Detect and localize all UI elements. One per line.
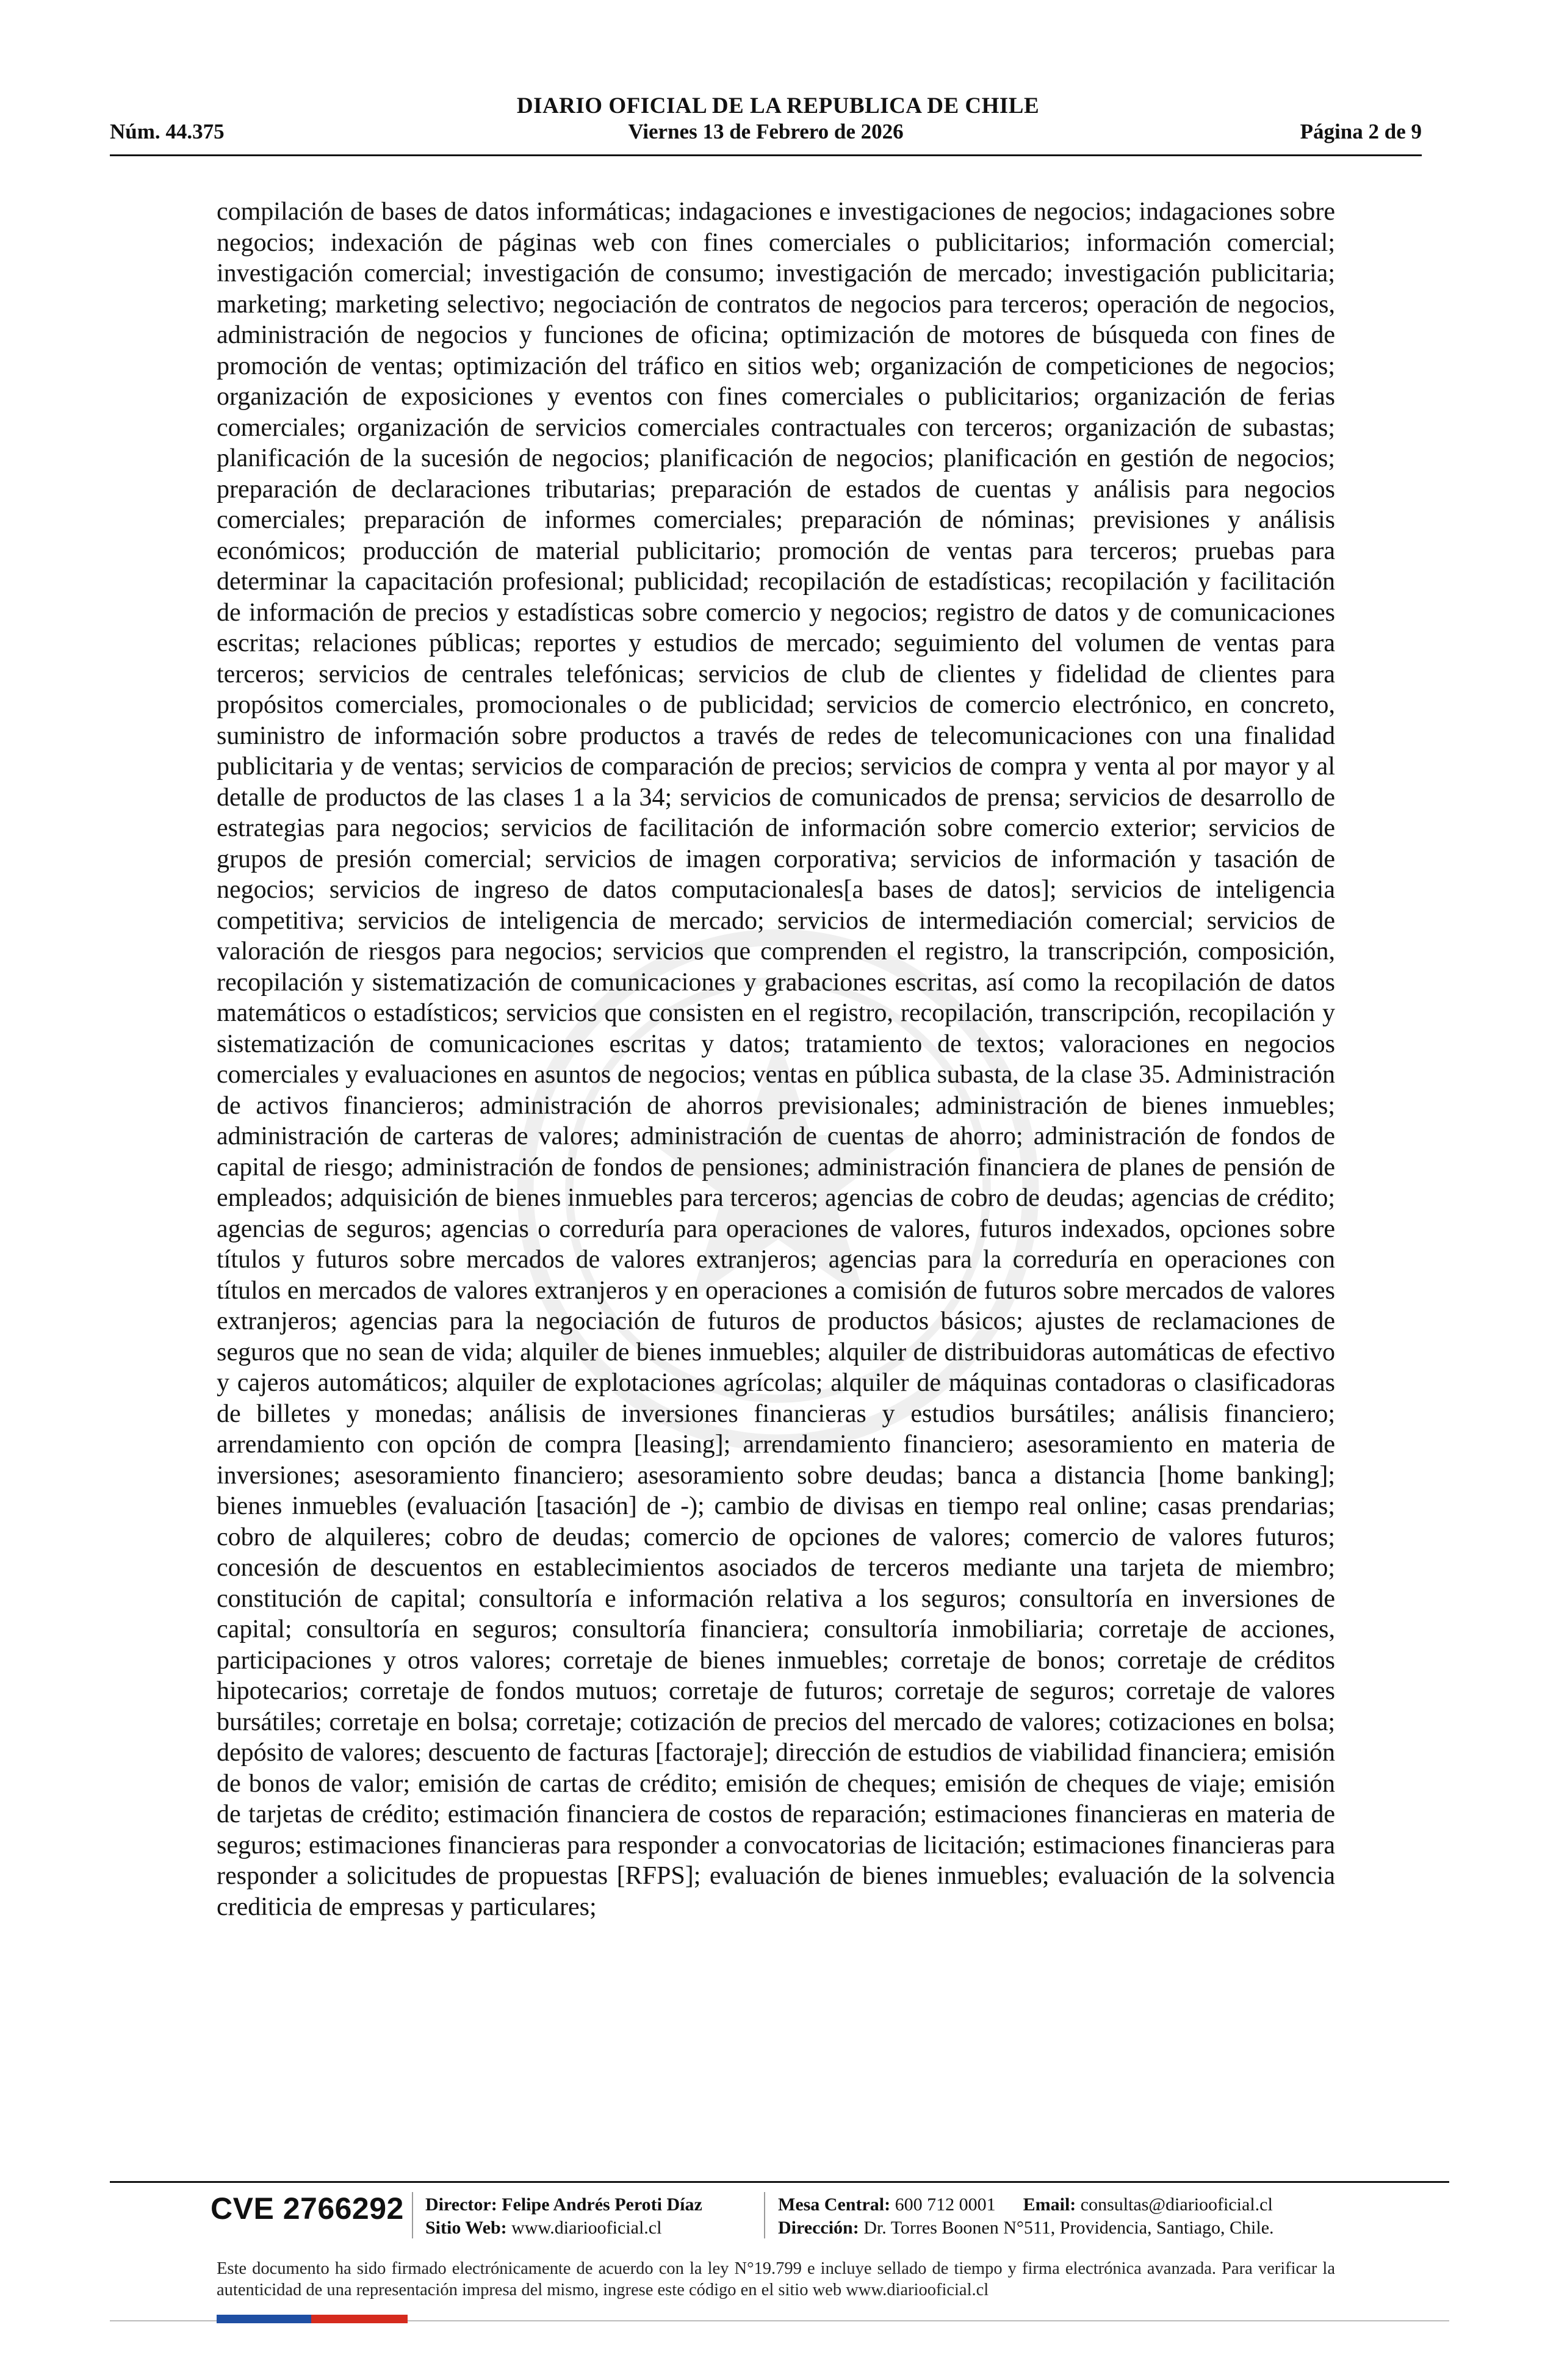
header-divider: [110, 154, 1422, 156]
footer-separator: [764, 2192, 765, 2238]
phone-label: Mesa Central:: [778, 2194, 891, 2215]
footer-divider: [110, 2181, 1449, 2183]
footer-director-block: [425, 2193, 702, 2240]
issue-date: Viernes 13 de Febrero de 2026: [628, 120, 904, 143]
body-text: compilación de bases de datos informáticas; indagaciones e investigaciones de negocios; indagaciones sobre negocios; indexación de páginas web con fines comerciales o publicitarios; información comercial; investigación comercial; investigación de consumo; investigación de mercado; investigación publicitaria; marketing; marketing selectivo; negociación de contratos de negocios para terceros; operación de negocios, administración de negocios y funciones de oficina; optimización de motores de búsqueda con fines de promoción de ventas; optimización del tráfico en sitios web; organización de competiciones de negocios; organización de exposiciones y eventos con fines comerciales o publicitarios; organización de ferias comerciales; organización de servicios comerciales contractuales con terceros; organización de subastas; planificación de la sucesión de negocios; planificación de negocios; planificación en gestión de negocios; preparación de declaraciones tributarias; preparación de estados de cuentas y análisis para negocios comerciales; preparación de informes comerciales; preparación de nóminas; previsiones y análisis económicos; producción de material publicitario; promoción de ventas para terceros; pruebas para determinar la capacitación profesional; publicidad; recopilación de estadísticas; recopilación y facilitación de información de precios y estadísticas sobre comercio y negocios; registro de datos y de comunicaciones escritas; relaciones públicas; reportes y estudios de mercado; seguimiento del volumen de ventas para terceros; servicios de centrales telefónicas; servicios de club de clientes y fidelidad de clientes para propósitos comerciales, promocionales o de publicidad; servicios de comercio electrónico, en concreto, suministro de información sobre productos a través de redes de telecomunicaciones con una finalidad publicitaria y de ventas; servicios de comparación de precios; servicios de compra y venta al por mayor y al detalle de productos de las clases 1 a la 34; servicios de comunicados de prensa; servicios de desarrollo de estrategias para negocios; servicios de facilitación de información sobre comercio exterior; servicios de grupos de presión comercial; servicios de imagen corporativa; servicios de información y tasación de negocios; servicios de ingreso de datos computacionales[a bases de datos]; servicios de inteligencia competitiva; servicios de inteligencia de mercado; servicios de intermediación comercial; servicios de valoración de riesgos para negocios; servicios que comprenden el registro, la transcripción, composición, recopilación y sistematización de comunicaciones y grabaciones escritas, así como la recopilación de datos matemáticos o estadísticos; servicios que consisten en el registro, recopilación, transcripción, recopilación y sistematización de comunicaciones escritas y datos; tratamiento de textos; valoraciones en negocios comerciales y evaluaciones en asuntos de negocios; ventas en pública subasta, de la clase 35. Administración de activos financieros; administración de ahorros previsionales; administración de bienes inmuebles; administración de carteras de valores; administración de cuentas de ahorro; administración de fondos de capital de riesgo; administración de fondos de pensiones; administración financiera de planes de pensión de empleados; adquisición de bienes inmuebles para terceros; agencias de cobro de deudas; agencias de crédito; agencias de seguros; agencias o correduría para operaciones de valores, futuros indexados, opciones sobre títulos y futuros sobre mercados de valores extranjeros; agencias para la correduría en operaciones con títulos en mercados de valores extranjeros y en operaciones a comisión de futuros sobre mercados de valores extranjeros; agencias para la negociación de futuros de productos básicos; ajustes de reclamaciones de seguros que no sean de vida; alquiler de bienes inmuebles; alquiler de distribuidoras automáticas de efectivo y cajeros automáticos; alquiler de explotaciones agrícolas; alquiler de máquinas contadoras o clasificadoras de billetes y monedas; análisis de inversiones financieras y estudios bursátiles; análisis financiero; arrendamiento con opción de compra [leasing]; arrendamiento financiero; asesoramiento en materia de inversiones; asesoramiento financiero; asesoramiento sobre deudas; banca a distancia [home banking]; bienes inmuebles (evaluación [tasación] de -); cambio de divisas en tiempo real online; casas prendarias; cobro de alquileres; cobro de deudas; comercio de opciones de valores; comercio de valores futuros; concesión de descuentos en establecimientos asociados de terceros mediante una tarjeta de miembro; constitución de capital; consultoría e información relativa a los seguros; consultoría en inversiones de capital; consultoría en seguros; consultoría financiera; consultoría inmobiliaria; corretaje de acciones, participaciones y otros valores; corretaje de bienes inmuebles; corretaje de bonos; corretaje de créditos hipotecarios; corretaje de fondos mutuos; corretaje de futuros; corretaje de seguros; corretaje de valores bursátiles; corretaje en bolsa; corretaje; cotización de precios del mercado de valores; cotizaciones en bolsa; depósito de valores; descuento de facturas [factoraje]; dirección de estudios de viabilidad financiera; emisión de bonos de valor; emisión de cartas de crédito; emisión de cheques; emisión de cheques de viaje; emisión de tarjetas de crédito; estimación financiera de costos de reparación; estimaciones financieras en materia de seguros; estimaciones financieras para responder a convocatorias de licitación; estimaciones financieras para responder a solicitudes de propuestas [RFPS]; evaluación de bienes inmuebles; evaluación de la solvencia crediticia de empresas y particulares;: [217, 198, 1335, 1921]
website-label: Sitio Web:: [425, 2218, 507, 2238]
website-line: [425, 2216, 702, 2240]
page-indicator: Página 2 de 9: [1300, 120, 1422, 143]
director-label: Director:: [425, 2194, 497, 2215]
footer-contact-block: [778, 2193, 1274, 2240]
director-line: [425, 2193, 702, 2216]
address-line: [778, 2216, 1274, 2240]
email-link[interactable]: consultas@diariooficial.cl: [1080, 2194, 1273, 2215]
address-label: Dirección:: [778, 2218, 859, 2238]
issue-number: Núm. 44.375: [110, 120, 225, 143]
contact-line: [778, 2193, 1274, 2216]
newspaper-title: DIARIO OFICIAL DE LA REPUBLICA DE CHILE: [516, 93, 1040, 118]
phone-number: 600 712 0001: [895, 2194, 996, 2215]
address-text: Dr. Torres Boonen N°511, Providencia, Santiago, Chile.: [863, 2218, 1274, 2238]
cve-code: CVE 2766292: [211, 2191, 404, 2226]
footer-separator: [412, 2192, 413, 2238]
website-link[interactable]: www.diariooficial.cl: [511, 2218, 662, 2238]
header-row: [110, 120, 1422, 150]
flag-bar-blue: [217, 2315, 311, 2323]
email-label: Email:: [1023, 2194, 1076, 2215]
electronic-signature-note: Este documento ha sido firmado electrónicamente de acuerdo con la ley N°19.799 e incluye sellado de tiempo y firma electrónica avanzada. Para verificar la autenticidad de una representación impresa del mismo, ingrese este código en el sitio web www.diariooficial.cl: [217, 2259, 1335, 2299]
director-name: Felipe Andrés Peroti Díaz: [502, 2194, 702, 2215]
flag-bar-red: [311, 2315, 408, 2323]
